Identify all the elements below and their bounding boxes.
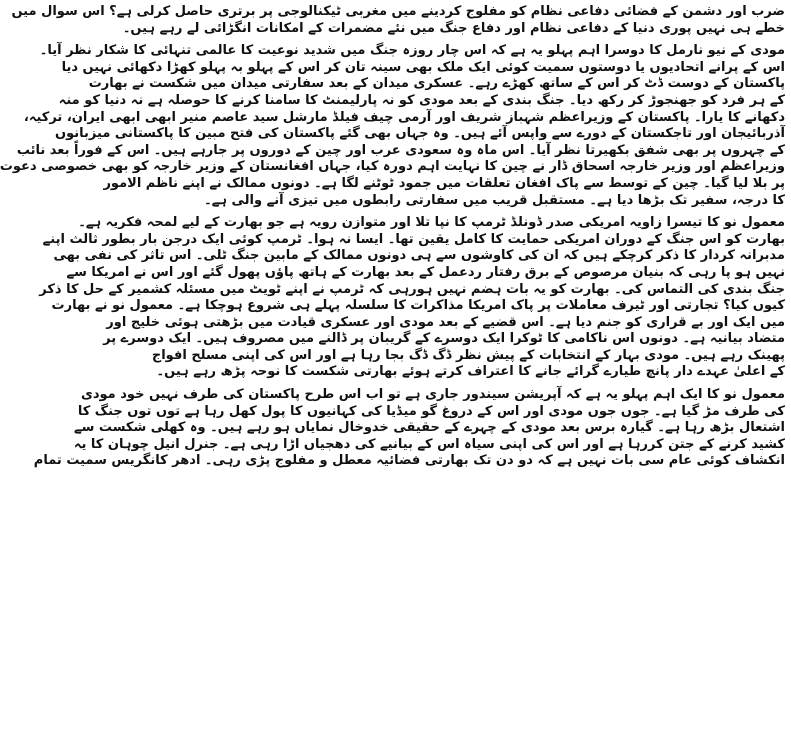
text-line: کشید کرنے کے جتن کررہا ہے اور اس کی اپنی سیاہ اس کے بیانیے کی دھجیاں اڑا رہی ہے۔ جنرل انیل چوہان کا یہ xyxy=(73,436,785,452)
text-line: مدبرانہ کردار کا ذکر کرچکے ہیں کہ ان کی کاوشوں سے ہی دونوں ممالک کے مابین جنگ ٹلی۔ اس تاثر کی نفی بھی xyxy=(53,248,785,264)
text-line: میں ایک اور بے قراری کو جنم دیا ہے۔ اس قضیے کے بعد مودی اور عسکری قیادت میں بڑھتی ہوئی خلیج اور xyxy=(106,314,785,330)
text-line: ضرب اور دشمن کے فضائی دفاعی نظام کو مفلوج کردینے میں مغربی ٹیکنالوجی پر برتری حاصل کرلی ہے؟ اس سوال میں xyxy=(11,4,785,19)
paragraph-diplomatic-isolation xyxy=(0,43,785,209)
text-line: دکھانے کا یارا۔ پاکستان کے وزیراعظم شہباز شریف اور آرمی چیف فیلڈ مارشل سید عاصم منیر ابھی ابھی ایران، ترکیہ، xyxy=(23,109,785,125)
paragraph-intro-continuation xyxy=(11,4,785,37)
text-line: آذربائیجان اور تاجکستان کے دورے سے واپس آئے ہیں۔ وہ جہاں بھی گئے پاکستان کی فتح مبین کا پاکستانی میزبانوں xyxy=(55,126,785,142)
text-line: کے ہر فرد کو جھنجوڑ کر رکھ دیا۔ جنگ بندی کے بعد مودی کو نہ پارلیمنٹ کا سامنا کرنے کا حوصلہ ہے نہ دنیا کو منہ xyxy=(58,92,785,108)
text-line: اشتعال بڑھ رہا ہے۔ گیارہ برس بعد مودی کے چہرے کے حقیقی خدوخال نمایاں ہو رہے ہیں۔ وہ کھلی شکست سے xyxy=(74,420,785,436)
text-line: متضاد بیانیہ ہے۔ دونوں اس ناکامی کا ٹوکرا ایک دوسرے کے گریبان پر ڈالنے میں مصروف ہیں۔ ایک دوسرے پر xyxy=(103,331,785,347)
text-line: کا درجہ، سفیر تک بڑھا دیا ہے۔ مستقبل قریب میں سفارتی رابطوں میں تیزی آنے والی ہے۔ xyxy=(204,192,785,208)
text-line: انکشاف کوئی عام سی بات نہیں ہے کہ دو دن تک بھارتی فضائیہ معطل و مفلوج پڑی رہی۔ ادھر کانگریس سمیت تمام xyxy=(33,453,785,469)
text-line: معمول نو کا ایک اہم پہلو یہ ہے کہ آپریشن سیندور جاری ہے تو اب اس طرح پاکستان کی طرف نہیں خود مودی xyxy=(80,387,785,403)
text-line: کیوں کیا؟ تجارتی اور ٹیرف معاملات پر پاک امریکا مذاکرات کا سلسلہ پہلے ہی شروع ہوچکا ہے۔ معمول نو نے بھارت xyxy=(51,298,785,314)
text-line: نہیں ہو پا رہی کہ بنیان مرصوص کے برق رفتار ردعمل کے بعد بھارت کے ہاتھ پاؤں پھول گئے اور اس نے امریکا سے xyxy=(66,264,785,280)
text-line: بھارت کو اس جنگ کے دوران امریکی حمایت کا کامل یقین تھا۔ ایسا نہ ہوا۔ ٹرمپ کوئی ایک درجن بار بطور ثالث اپنے xyxy=(42,231,785,247)
text-line: جنگ بندی کی التماس کی۔ بھارت کو یہ بات ہضم نہیں ہورہی کہ ٹرمپ نے اپنے ٹویٹ میں مسئلہ کشمیر کے حل کا ذکر xyxy=(39,281,785,297)
text-line: پاکستان کے دوست ڈٹ کر اس کے ساتھ کھڑے رہے۔ عسکری میدان کے بعد سفارتی میدان میں شکست نے بھارت xyxy=(88,76,785,92)
text-line: پر بلا لیا گیا۔ چین کے توسط سے پاک افغان تعلقات میں جمود ٹوٹنے لگا ہے۔ دونوں ممالک نے اپنے ناظم الامور xyxy=(103,175,785,191)
paragraph-us-stance xyxy=(39,215,785,381)
text-line: پھینک رہے ہیں۔ مودی بہار کے انتخابات کے پیش نظر ڈگ ڈگ بجا رہا ہے اور اس کی اپنی مسلح افواج xyxy=(151,347,785,363)
text-line: کے چہروں پر بھی شفق بکھیرتا نظر آیا۔ اس ماہ وہ سعودی عرب اور چین کے دوروں پر جارہے ہیں۔ اس کے فوراً بعد نائب xyxy=(16,142,785,158)
text-line: کے اعلیٰ عہدے دار پانچ طیارے گرائے جانے کا اعتراف کرتے ہوئے بھارتی شکست کا نوحہ پڑھ رہے ہیں۔ xyxy=(156,364,785,380)
text-line: کی طرف مڑ گیا ہے۔ جوں جوں مودی اور اس کے دروغ گو میڈیا کی کہانیوں کا پول کھل رہا ہے توں توں جنگ کا xyxy=(77,403,785,419)
text-line: اس کے پرانے اتحادیوں یا دوستوں سمیت کوئی ایک ملک بھی سینہ تان کر اس کے پہلو بہ پہلو کھڑا دکھائی نہیں دیا xyxy=(61,59,785,75)
text-line: خطے ہی نہیں پوری دنیا کے دفاعی نظام اور دفاع جنگ میں نئے مضمرات کے امکانات انگڑائی لے رہے ہیں۔ xyxy=(122,20,785,36)
text-line: معمول نو کا تیسرا زاویہ امریکی صدر ڈونلڈ ٹرمپ کا نپا تلا اور متوازن رویہ ہے جو بھارت کے لیے لمحہ فکریہ ہے۔ xyxy=(78,215,785,231)
paragraph-operation-aftermath xyxy=(33,387,785,470)
text-line: مودی کے نیو نارمل کا دوسرا اہم پہلو یہ ہے کہ اس چار روزہ جنگ میں شدید نوعیت کا عالمی تنہائی کا شکار نظر آیا۔ xyxy=(39,43,785,59)
text-line: وزیراعظم اور وزیر خارجہ اسحاق ڈار نے چین کا نہایت اہم دورہ کیا، جہاں افغانستان کے وزیر خارجہ کو بھی خصوصی دعوت xyxy=(0,159,785,175)
